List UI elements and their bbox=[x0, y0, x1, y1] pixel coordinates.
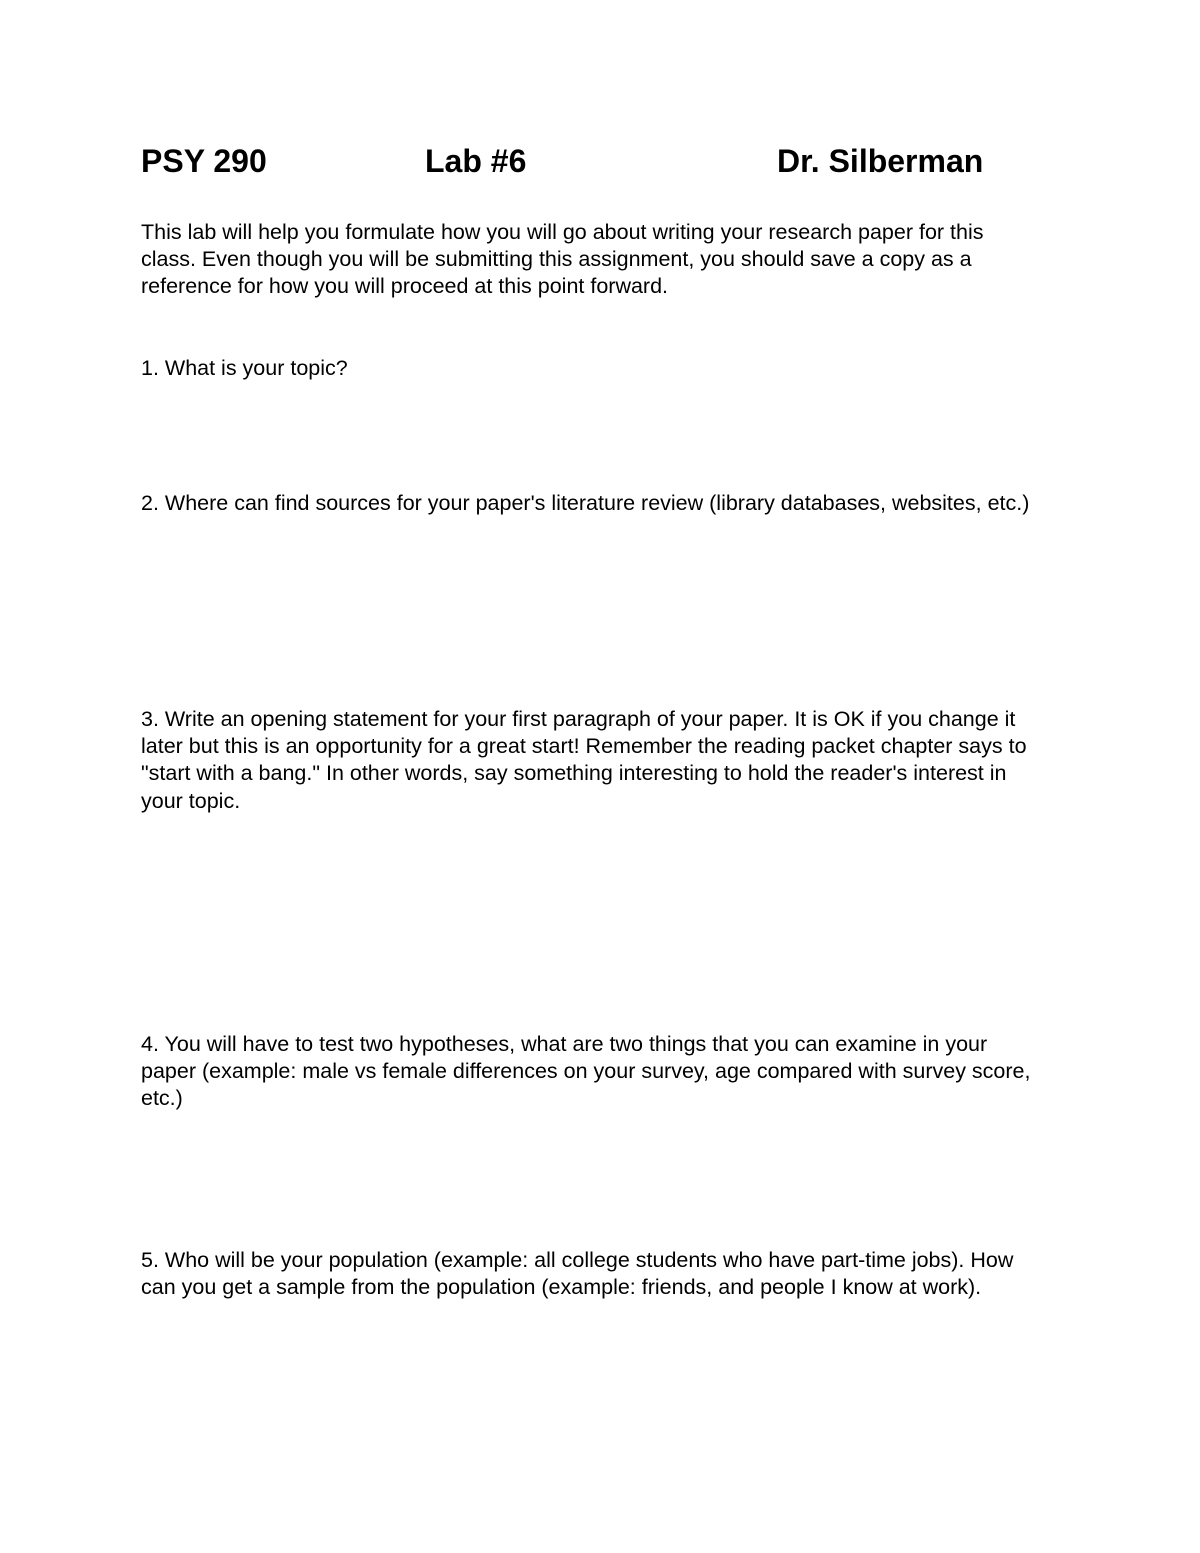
document-header bbox=[141, 141, 1021, 185]
question-2: 2. Where can find sources for your paper's literature review (library databases, websites, etc.) bbox=[141, 491, 1030, 515]
question-3: 3. Write an opening statement for your first paragraph of your paper. It is OK if you change it later but this is an opportunity for a great start! Remember the reading packet chapter says to "start with a bang." In other words, say something interesting to hold the reader's interest in your topic. bbox=[141, 707, 1027, 813]
instructor-name: Dr. Silberman bbox=[777, 143, 984, 179]
lab-number: Lab #6 bbox=[425, 143, 527, 179]
question-5: 5. Who will be your population (example: all college students who have part-time jobs). How can you get a sample from the population (example: friends, and people I know at work). bbox=[141, 1248, 1014, 1300]
question-4: 4. You will have to test two hypotheses, what are two things that you can examine in your paper (example: male vs female differences on your survey, age compared with survey score, etc.) bbox=[141, 1032, 1031, 1111]
question-1: 1. What is your topic? bbox=[141, 356, 348, 380]
course-code: PSY 290 bbox=[141, 143, 267, 179]
intro-paragraph: This lab will help you formulate how you will go about writing your research paper for this class. Even though you will be submitting this assignment, you should save a copy as a reference for how you will proceed at this point forward. bbox=[141, 220, 984, 299]
